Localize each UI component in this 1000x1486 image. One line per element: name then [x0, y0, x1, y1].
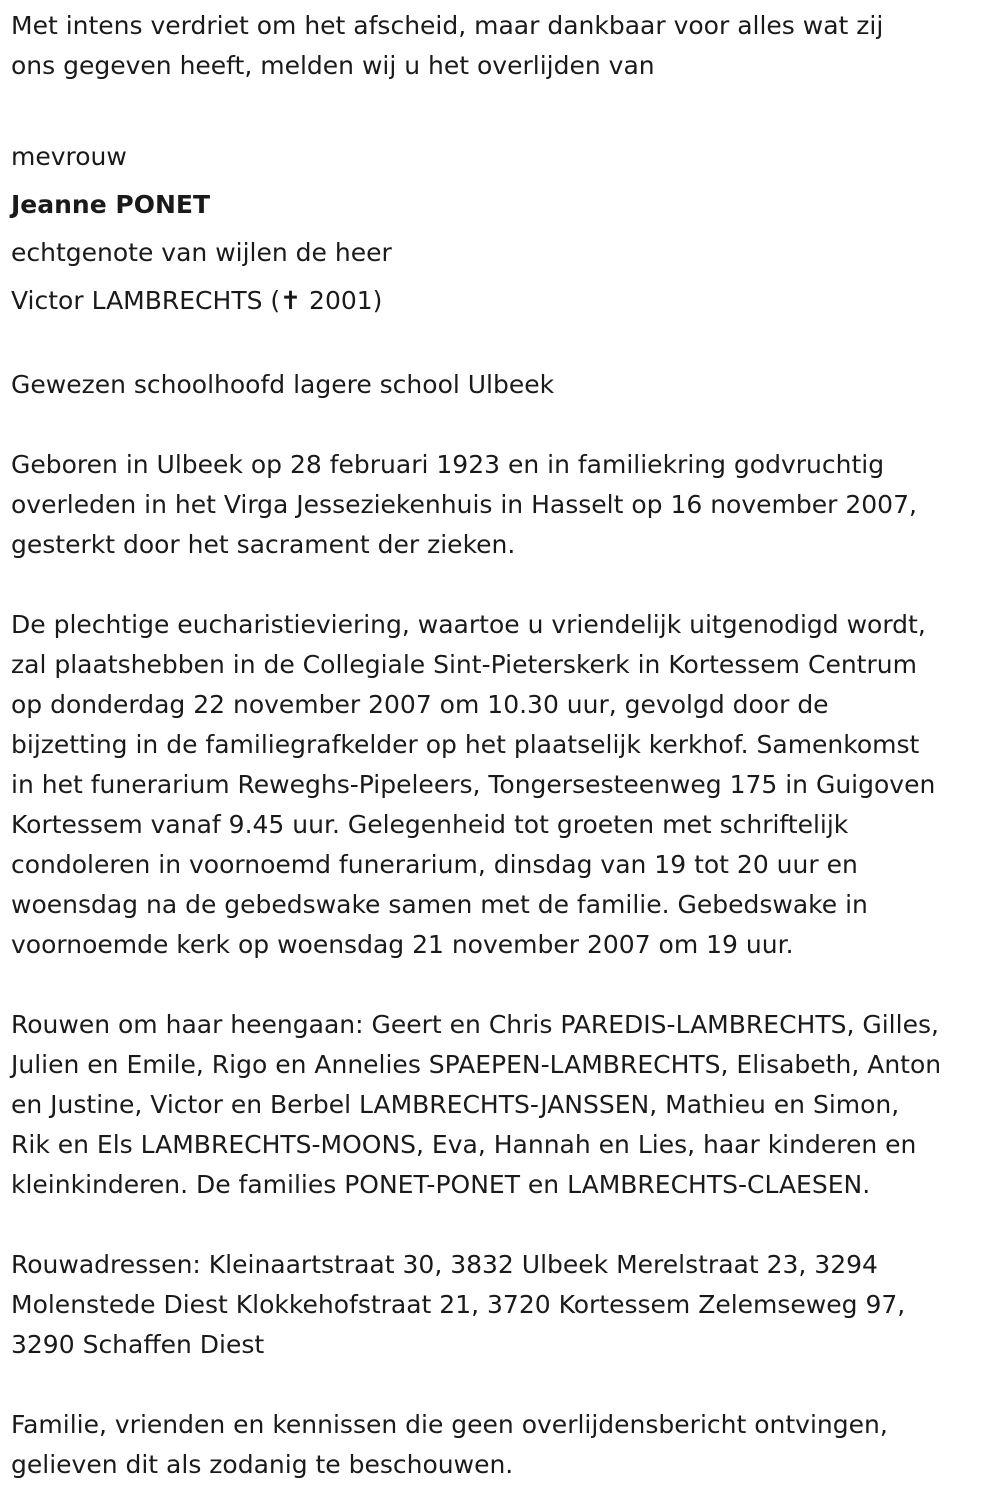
ceremony-line: op donderdag 22 november 2007 om 10.30 uur, gevolgd door de — [11, 690, 829, 719]
birth-death-line: Geboren in Ulbeek op 28 februari 1923 en in familiekring godvruchtig — [11, 450, 885, 479]
intro-line: ons gegeven heeft, melden wij u het overlijden van — [11, 51, 655, 80]
address-line: 3290 Schaffen Diest — [11, 1330, 265, 1359]
mourners-line: kleinkinderen. De families PONET-PONET en LAMBRECHTS-CLAESEN. — [11, 1170, 871, 1199]
spouse-line: echtgenote van wijlen de heer — [11, 238, 392, 267]
occupation: Gewezen schoolhoofd lagere school Ulbeek — [11, 370, 555, 399]
birth-death-line: overleden in het Virga Jesseziekenhuis in Hasselt op 16 november 2007, — [11, 490, 917, 519]
ceremony-line: condoleren in voornoemd funerarium, dinsdag van 19 tot 20 uur en — [11, 850, 858, 879]
mourners-line: Julien en Emile, Rigo en Annelies SPAEPEN-LAMBRECHTS, Elisabeth, Anton — [11, 1050, 942, 1079]
deceased-name: Jeanne PONET — [11, 190, 211, 219]
spouse-name: Victor LAMBRECHTS (✝ 2001) — [11, 286, 383, 315]
birth-death-line: gesterkt door het sacrament der zieken. — [11, 530, 516, 559]
address-line: Molenstede Diest Klokkehofstraat 21, 3720 Kortessem Zelemseweg 97, — [11, 1290, 906, 1319]
address-line: Rouwadressen: Kleinaartstraat 30, 3832 Ulbeek Merelstraat 23, 3294 — [11, 1250, 878, 1279]
closing-line: Familie, vrienden en kennissen die geen overlijdensbericht ontvingen, — [11, 1410, 888, 1439]
ceremony-line: in het funerarium Reweghs-Pipeleers, Tongersesteenweg 175 in Guigoven — [11, 770, 936, 799]
ceremony-line: Kortessem vanaf 9.45 uur. Gelegenheid tot groeten met schriftelijk — [11, 810, 849, 839]
ceremony-line: bijzetting in de familiegrafkelder op het plaatselijk kerkhof. Samenkomst — [11, 730, 920, 759]
mourners-line: Rouwen om haar heengaan: Geert en Chris PAREDIS-LAMBRECHTS, Gilles, — [11, 1010, 939, 1039]
intro-line: Met intens verdriet om het afscheid, maar dankbaar voor alles wat zij — [11, 11, 884, 40]
mourners-line: en Justine, Victor en Berbel LAMBRECHTS-JANSSEN, Mathieu en Simon, — [11, 1090, 900, 1119]
ceremony-line: voornoemde kerk op woensdag 21 november 2007 om 19 uur. — [11, 930, 794, 959]
honorific: mevrouw — [11, 142, 127, 171]
ceremony-line: De plechtige eucharistieviering, waartoe u vriendelijk uitgenodigd wordt, — [11, 610, 926, 639]
closing-line: gelieven dit als zodanig te beschouwen. — [11, 1450, 514, 1479]
death-notice — [11, 6, 991, 1485]
ceremony-line: zal plaatshebben in de Collegiale Sint-Pieterskerk in Kortessem Centrum — [11, 650, 917, 679]
ceremony-line: woensdag na de gebedswake samen met de familie. Gebedswake in — [11, 890, 868, 919]
mourners-line: Rik en Els LAMBRECHTS-MOONS, Eva, Hannah en Lies, haar kinderen en — [11, 1130, 917, 1159]
